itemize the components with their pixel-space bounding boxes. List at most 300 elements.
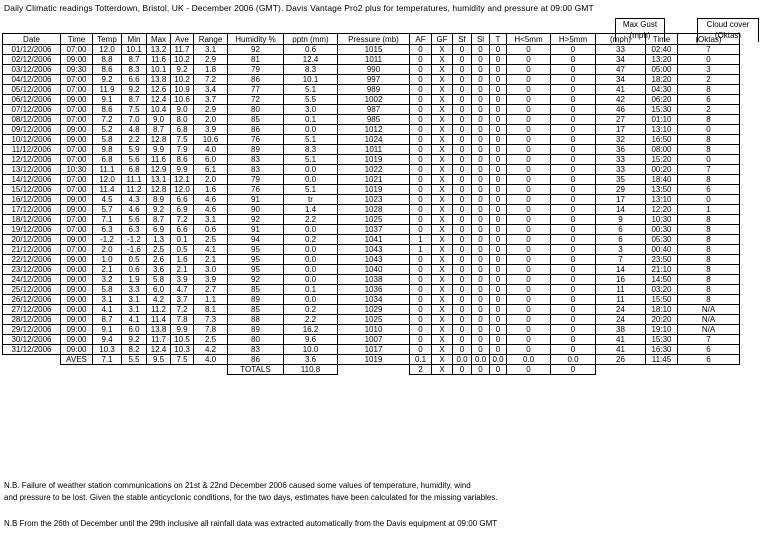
table-cell: 12.0 [171,185,194,195]
table-cell: 0 [472,105,490,115]
table-cell: 0 [410,55,432,65]
table-cell: 3 [596,245,646,255]
aves-cell: 0.0 [490,355,507,365]
table-cell: 0 [410,195,432,205]
table-cell: 0.0 [284,225,338,235]
table-cell: 6.3 [93,225,122,235]
table-cell: 0 [410,265,432,275]
column-header: Time [646,34,678,45]
table-cell: 0 [453,265,472,275]
note-failure-line1: N.B. Failure of weather station communications on 21st & 22nd December 2006 caused some values of temperature, humidity, wind [4,481,471,490]
table-cell: 4.1 [194,245,228,255]
totals-blank [678,365,740,375]
table-cell: X [432,225,453,235]
aves-cell: 0.0 [551,355,596,365]
table-cell: 0 [472,335,490,345]
table-cell: 6.1 [194,165,228,175]
table-cell: 6.6 [122,75,147,85]
table-cell: 0 [551,75,596,85]
table-cell: 0 [453,185,472,195]
table-cell: 0 [507,95,551,105]
table-cell: 11.4 [147,315,171,325]
table-cell: 8 [678,245,740,255]
table-cell: 0 [490,315,507,325]
table-cell: 46 [596,105,646,115]
cloud-cover-header-label: Cloud cover [706,20,750,29]
table-cell: 95 [228,265,284,275]
table-cell: 0 [551,175,596,185]
table-row [3,185,740,195]
totals-label: TOTALS [228,365,284,375]
table-cell: 2.1 [93,265,122,275]
table-cell: 0 [551,95,596,105]
table-cell: 0 [453,45,472,55]
table-cell: 0 [453,75,472,85]
aves-cell: 9.5 [147,355,171,365]
table-cell: 01:10 [646,115,678,125]
table-cell: 13/12/2006 [3,165,61,175]
table-cell: 0 [410,155,432,165]
table-cell: 0 [507,275,551,285]
table-cell: X [432,105,453,115]
table-cell: 9.9 [171,165,194,175]
table-cell: 79 [228,65,284,75]
table-cell: 10.9 [171,85,194,95]
table-cell: 28/12/2006 [3,315,61,325]
table-cell: 8.6 [93,105,122,115]
table-cell: 0 [453,105,472,115]
table-cell: 09:00 [61,295,93,305]
table-cell: 15:20 [646,155,678,165]
table-cell: 1025 [338,315,410,325]
table-cell: 4.7 [171,285,194,295]
column-header: GF [432,34,453,45]
table-cell: 0 [490,335,507,345]
table-cell: 3.6 [147,265,171,275]
table-cell: 0 [490,225,507,235]
column-header: AF [410,34,432,45]
table-cell: 0 [410,345,432,355]
table-row [3,295,740,305]
table-row [3,95,740,105]
table-cell: 02/12/2006 [3,55,61,65]
table-cell: 38 [596,325,646,335]
table-cell: 0 [453,215,472,225]
table-cell: 0 [490,285,507,295]
column-header: Pressure (mb) [338,34,410,45]
table-row [3,275,740,285]
table-cell: 1040 [338,265,410,275]
table-cell: 11.1 [93,165,122,175]
table-cell: 11.6 [147,55,171,65]
aves-blank [3,355,61,365]
table-cell: 0 [490,145,507,155]
table-cell: 95 [228,245,284,255]
table-cell: 0 [472,325,490,335]
table-cell: 0.0 [284,125,338,135]
table-cell: 41 [596,335,646,345]
table-cell: 4.6 [194,205,228,215]
table-cell: 07:00 [61,75,93,85]
table-cell: 1011 [338,55,410,65]
table-cell: 11.9 [93,85,122,95]
table-cell: X [432,215,453,225]
table-cell: 76 [228,135,284,145]
table-row [3,205,740,215]
table-cell: N/A [678,305,740,315]
table-cell: 0 [551,305,596,315]
table-cell: 0 [410,125,432,135]
table-cell: 0 [507,185,551,195]
table-cell: 0.0 [284,255,338,265]
table-cell: 17 [596,195,646,205]
table-cell: 42 [596,95,646,105]
table-cell: 6 [678,345,740,355]
table-cell: 10/12/2006 [3,135,61,145]
table-cell: 0 [507,75,551,85]
table-cell: 0 [551,295,596,305]
table-row [3,215,740,225]
aves-cell: 0.0 [507,355,551,365]
table-cell: 07:00 [61,155,93,165]
table-cell: 13:10 [646,125,678,135]
table-cell: 985 [338,115,410,125]
table-cell: 12/12/2006 [3,155,61,165]
table-cell: 8 [678,225,740,235]
table-cell: 09:00 [61,255,93,265]
aves-cell: 3.6 [284,355,338,365]
totals-blank [338,365,410,375]
table-cell: 05:30 [646,235,678,245]
table-cell: 2.1 [194,255,228,265]
table-cell: 11.7 [171,45,194,55]
table-cell: 10.6 [194,135,228,145]
table-cell: 0 [490,165,507,175]
cloud-cover-header-unit: (Oktas) [714,31,742,40]
table-cell: X [432,115,453,125]
table-cell: 0 [490,255,507,265]
table-cell: 0 [507,85,551,95]
table-cell: 0.0 [284,295,338,305]
table-cell: 9.2 [171,65,194,75]
table-cell: 07:00 [61,105,93,115]
table-cell: 33 [596,45,646,55]
table-cell: 0 [453,135,472,145]
table-row [3,255,740,265]
table-cell: 0 [551,315,596,325]
column-header: Humidity % [228,34,284,45]
table-row [3,175,740,185]
table-cell: 2.9 [194,55,228,65]
table-cell: X [432,255,453,265]
table-cell: 2.2 [284,315,338,325]
table-cell: 0 [507,155,551,165]
table-cell: 8 [678,255,740,265]
table-cell: 0 [453,65,472,75]
table-cell: 2.9 [194,105,228,115]
table-cell: 9.0 [171,105,194,115]
table-cell: 9.2 [147,205,171,215]
table-row [3,75,740,85]
table-cell: 0 [472,245,490,255]
totals-blank [194,365,228,375]
table-cell: 79 [228,175,284,185]
table-cell: X [432,335,453,345]
table-cell: 1025 [338,215,410,225]
table-cell: 0 [507,45,551,55]
table-cell: X [432,45,453,55]
table-cell: 09:00 [61,95,93,105]
table-row [3,285,740,295]
table-cell: 989 [338,85,410,95]
table-cell: 10:30 [646,215,678,225]
table-cell: 0 [472,165,490,175]
table-cell: 0 [472,285,490,295]
table-cell: 8.1 [194,305,228,315]
table-cell: 0 [551,105,596,115]
table-cell: 0 [507,295,551,305]
table-cell: 31/12/2006 [3,345,61,355]
column-header: Sl [472,34,490,45]
table-cell: 0 [472,255,490,265]
table-cell: 09:00 [61,335,93,345]
totals-cell: 0 [490,365,507,375]
table-cell: 0 [490,105,507,115]
totals-blank [171,365,194,375]
table-cell: 8.3 [284,65,338,75]
table-cell: 26/12/2006 [3,295,61,305]
table-row [3,335,740,345]
table-cell: 990 [338,65,410,75]
table-cell: 0 [551,265,596,275]
table-cell: 4.1 [93,305,122,315]
table-cell: X [432,245,453,255]
table-cell: 09:00 [61,195,93,205]
table-cell: 04/12/2006 [3,75,61,85]
table-cell: X [432,295,453,305]
table-cell: 987 [338,105,410,115]
table-row [3,195,740,205]
aves-cell: 0.0 [472,355,490,365]
header-row [3,34,740,45]
table-cell: 0 [472,65,490,75]
table-cell: 0 [410,165,432,175]
table-cell: 1037 [338,225,410,235]
table-cell: 0.1 [284,285,338,295]
aves-cell: 4.0 [194,355,228,365]
table-cell: -1.2 [93,235,122,245]
table-row [3,235,740,245]
table-cell: 8.7 [147,215,171,225]
table-cell: 7 [596,255,646,265]
table-cell: 0 [551,235,596,245]
table-cell: 2 [678,75,740,85]
table-cell: 33 [596,165,646,175]
table-cell: 8.7 [93,315,122,325]
table-cell: 0 [551,55,596,65]
table-cell: 12:20 [646,205,678,215]
table-cell: 0 [551,205,596,215]
table-row [3,155,740,165]
table-cell: 11.7 [147,335,171,345]
table-cell: 0.0 [284,175,338,185]
table-cell: 20:20 [646,315,678,325]
table-cell: 8 [678,175,740,185]
table-cell: 0 [472,295,490,305]
table-cell: 13.2 [147,45,171,55]
table-cell: 00:30 [646,225,678,235]
table-cell: X [432,275,453,285]
totals-cell: 0 [453,365,472,375]
table-cell: 8 [678,275,740,285]
table-cell: 16 [596,275,646,285]
table-cell: 09:00 [61,125,93,135]
table-cell: 6 [596,225,646,235]
table-cell: 11.2 [147,305,171,315]
table-cell: 91 [228,195,284,205]
column-header: Max [147,34,171,45]
table-cell: 8.7 [122,95,147,105]
table-cell: 3.7 [194,95,228,105]
table-cell: X [432,75,453,85]
table-cell: 06:20 [646,95,678,105]
table-cell: 0 [453,345,472,355]
table-cell: 1023 [338,195,410,205]
table-cell: 1.3 [147,235,171,245]
table-row [3,85,740,95]
table-cell: 0 [507,335,551,345]
table-cell: 0 [410,215,432,225]
table-cell: 21/12/2006 [3,245,61,255]
aves-cell: 5.5 [122,355,147,365]
table-cell: 08/12/2006 [3,115,61,125]
table-cell: 0 [472,75,490,85]
table-cell: 0 [410,45,432,55]
table-cell: 10.5 [171,335,194,345]
table-cell: 1.4 [284,205,338,215]
table-cell: 10.3 [171,345,194,355]
table-cell: 6.0 [122,325,147,335]
table-cell: 3.9 [171,275,194,285]
table-cell: 85 [228,305,284,315]
table-cell: 0 [472,215,490,225]
table-cell: X [432,235,453,245]
table-cell: 0 [507,285,551,295]
table-cell: 89 [228,295,284,305]
table-cell: 5.1 [284,85,338,95]
table-row [3,305,740,315]
table-cell: 10.3 [93,345,122,355]
aves-cell: 1019 [338,355,410,365]
table-cell: 10.0 [284,345,338,355]
table-cell: 0 [490,205,507,215]
totals-cell: 0 [507,365,551,375]
table-cell: 3.1 [122,295,147,305]
table-cell: 0 [410,185,432,195]
table-cell: 6.0 [147,285,171,295]
table-cell: 33 [596,155,646,165]
table-cell: 16.2 [284,325,338,335]
aves-cell: 7.1 [93,355,122,365]
table-cell: 0 [490,325,507,335]
aves-cell: 6 [678,355,740,365]
table-cell: 0 [472,225,490,235]
table-cell: 32 [596,135,646,145]
table-cell: 0 [453,285,472,295]
table-cell: 0 [490,195,507,205]
table-cell: 0 [551,115,596,125]
table-cell: 12.8 [147,135,171,145]
table-cell: 0.0 [284,275,338,285]
climate-table-body [3,34,740,375]
table-cell: 0 [453,95,472,105]
table-cell: 24 [596,315,646,325]
table-cell: 0 [490,45,507,55]
table-cell: 3.9 [194,275,228,285]
table-cell: 0 [453,195,472,205]
table-cell: 7 [678,45,740,55]
table-cell: 0 [453,325,472,335]
note-rainfall: N.B From the 26th of December until the 29th inclusive all rainfall data was extracted automatically from the Davis equipment at 09:00 GMT [4,519,498,528]
table-cell: 14 [596,205,646,215]
table-cell: 9 [596,215,646,225]
max-gust-header-label: Max Gust [622,20,658,29]
table-row [3,165,740,175]
climate-table [2,33,740,375]
table-cell: 8 [678,85,740,95]
table-cell: 4.2 [194,345,228,355]
column-header: Min [122,34,147,45]
table-cell: 1010 [338,325,410,335]
table-cell: 11 [596,285,646,295]
table-cell: 0.5 [171,245,194,255]
table-cell: 12.4 [147,345,171,355]
table-cell: 12.0 [93,45,122,55]
table-cell: 2.2 [284,215,338,225]
totals-blank [3,365,61,375]
table-cell: -1.2 [122,235,147,245]
table-cell: 5.6 [122,155,147,165]
table-cell: 0 [472,125,490,135]
table-cell: 13.8 [147,325,171,335]
table-row [3,345,740,355]
table-cell: 5.1 [284,185,338,195]
table-cell: 07:00 [61,175,93,185]
table-cell: 10.1 [122,45,147,55]
table-cell: 0 [410,95,432,105]
table-cell: 4.5 [93,195,122,205]
table-cell: 04:30 [646,85,678,95]
totals-row [3,365,740,375]
table-cell: 0 [490,235,507,245]
table-cell: 41 [596,85,646,95]
table-cell: 1.8 [194,65,228,75]
table-cell: 0.1 [284,115,338,125]
table-cell: 0 [453,245,472,255]
table-cell: 1 [410,245,432,255]
table-cell: 1011 [338,145,410,155]
table-cell: 0 [551,125,596,135]
table-cell: 0 [410,205,432,215]
table-row [3,55,740,65]
table-cell: 4.8 [122,125,147,135]
table-cell: 0 [453,335,472,345]
table-cell: 0 [490,65,507,75]
table-cell: 6 [678,185,740,195]
table-cell: 9.2 [93,75,122,85]
table-cell: 3.1 [122,305,147,315]
table-cell: 5.7 [93,205,122,215]
